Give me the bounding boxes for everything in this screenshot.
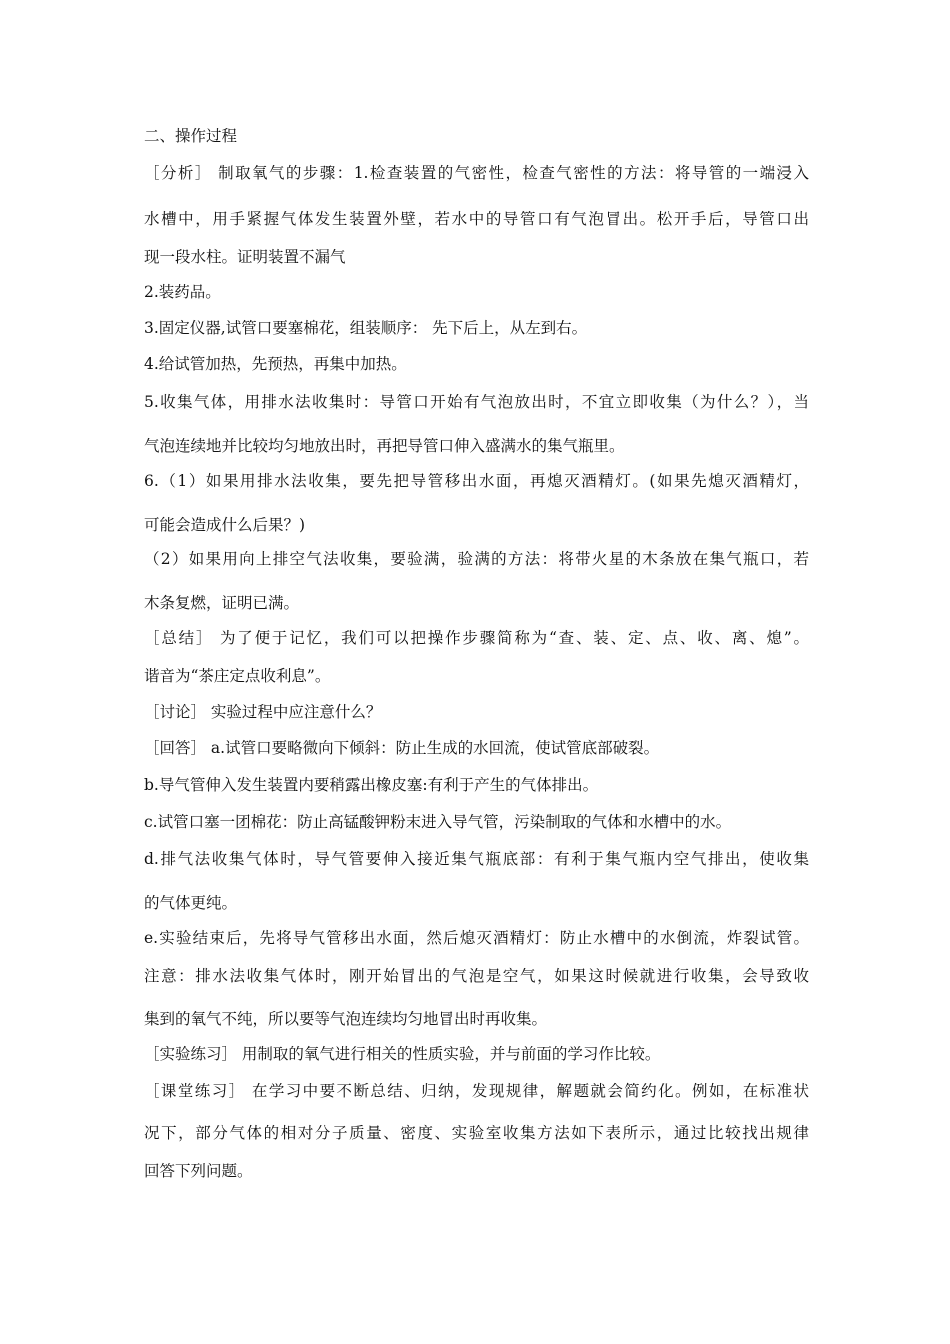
step-line: 2.装药品。 [144, 283, 221, 301]
discussion-line: ［讨论］ 实验过程中应注意什么？ [144, 703, 382, 721]
answer-line: d.排气法收集气体时，导气管要伸入接近集气瓶底部：有利于集气瓶内空气排出，使收集 [144, 850, 809, 868]
analysis-paragraph-line: 水槽中，用手紧握气体发生装置外壁，若水中的导管口有气泡冒出。松开手后，导管口出 [144, 210, 809, 228]
analysis-paragraph-line: 现一段水柱。证明装置不漏气 [144, 248, 346, 266]
step-line: （2）如果用向上排空气法收集，要验满，验满的方法：将带火星的木条放在集气瓶口，若 [144, 550, 809, 568]
answer-line: e.实验结束后，先将导气管移出水面，然后熄灭酒精灯：防止水槽中的水倒流，炸裂试管。 [144, 929, 809, 947]
step-line: 木条复燃，证明已满。 [144, 594, 300, 612]
summary-line: 谐音为“茶庄定点收利息”。 [144, 667, 331, 685]
answer-line: 的气体更纯。 [144, 894, 238, 912]
step-line: 6.（1）如果用排水法收集，要先把导管移出水面，再熄灭酒精灯。(如果先熄灭酒精灯， [144, 472, 809, 490]
summary-line: ［总结］ 为了便于记忆，我们可以把操作步骤简称为“查、装、定、点、收、离、熄”。 [144, 629, 809, 647]
note-line: 集到的氧气不纯，所以要等气泡连续均匀地冒出时再收集。 [144, 1010, 548, 1028]
classroom-practice-line: 回答下列问题。 [144, 1162, 253, 1180]
classroom-practice-line: 况下，部分气体的相对分子质量、密度、实验室收集方法如下表所示，通过比较找出规律 [144, 1124, 809, 1142]
step-line: 3.固定仪器,试管口要塞棉花，组装顺序： 先下后上，从左到右。 [144, 319, 588, 337]
note-line: 注意：排水法收集气体时，刚开始冒出的气泡是空气，如果这时候就进行收集，会导致收 [144, 967, 809, 985]
practice-line: ［实验练习］ 用制取的氧气进行相关的性质实验，并与前面的学习作比较。 [144, 1045, 661, 1063]
answer-line: b.导气管伸入发生装置内要稍露出橡皮塞:有利于产生的气体排出。 [144, 776, 599, 794]
step-line: 气泡连续地并比较均匀地放出时，再把导管口伸入盛满水的集气瓶里。 [144, 437, 625, 455]
section-heading: 二、操作过程 [144, 127, 238, 145]
classroom-practice-line: ［课堂练习］ 在学习中要不断总结、归纳，发现规律，解题就会简约化。例如，在标准状 [144, 1082, 809, 1100]
answer-line: c.试管口塞一团棉花：防止高锰酸钾粉末进入导气管，污染制取的气体和水槽中的水。 [144, 813, 732, 831]
analysis-paragraph-line: ［分析］ 制取氧气的步骤：1.检查装置的气密性，检查气密性的方法：将导管的一端浸入 [144, 164, 809, 182]
answer-line: ［回答］ a.试管口要略微向下倾斜：防止生成的水回流，使试管底部破裂。 [144, 739, 660, 757]
step-line: 可能会造成什么后果？) [144, 516, 306, 534]
step-line: 5.收集气体，用排水法收集时：导管口开始有气泡放出时，不宜立即收集（为什么？），当 [144, 393, 809, 411]
step-line: 4.给试管加热，先预热，再集中加热。 [144, 355, 407, 373]
